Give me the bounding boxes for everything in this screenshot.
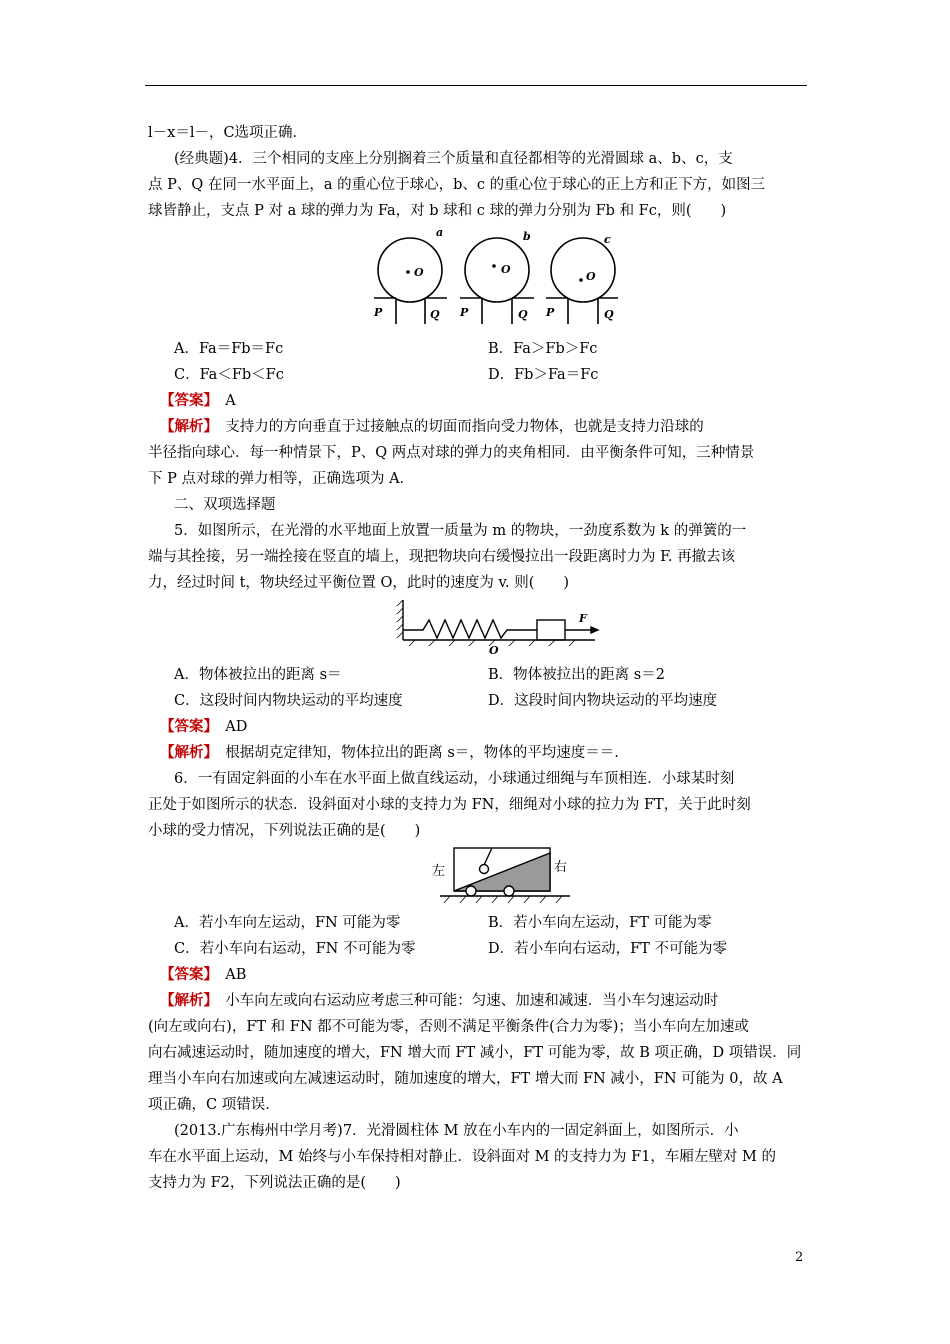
ball-label-b: b bbox=[523, 230, 531, 243]
q5-stem-1: 5．如图所示，在光滑的水平地面上放置一质量为 m 的物块，一劲度系数为 k 的弹簧的一 bbox=[174, 523, 747, 539]
q4-stem-3: 球皆静止，支点 P 对 a 球的弹力为 Fa，对 b 球和 c 球的弹力分别为 Fb 和 Fc，则( ) bbox=[148, 203, 727, 219]
q6-stem-2: 正处于如图所示的状态．设斜面对小球的支持力为 FN，细绳对小球的拉力为 FT，关于此时刻 bbox=[148, 797, 751, 813]
q4-answer bbox=[160, 388, 236, 414]
ball-center-a: O bbox=[414, 266, 424, 279]
q6-answer-value: AB bbox=[225, 967, 247, 983]
q4-explanation-1 bbox=[160, 414, 808, 440]
ball-center-b: O bbox=[501, 263, 511, 276]
q4-explanation-2: 半径指向球心．每一种情景下，P、Q 两点对球的弹力的夹角相同．由平衡条件可知，三种情景 bbox=[148, 445, 755, 461]
q5-option-d: D．这段时间内物块运动的平均速度 bbox=[488, 693, 718, 709]
answer-tag: 【答案】 bbox=[160, 718, 211, 735]
q4-option-c: C．Fa＜Fb＜Fc bbox=[174, 367, 284, 383]
q5-stem-2: 端与其拴接，另一端拴接在竖直的墙上，现把物块向右缓慢拉出一段距离时力为 F. 再撤去该 bbox=[148, 549, 736, 565]
support-p-b: P bbox=[460, 306, 469, 319]
q6-explanation-4: 理当小车向右加速或向左减速运动时，随加速度的增大，FT 增大而 FN 减小，FN 可能为 0，故 A bbox=[148, 1071, 783, 1087]
header-rule bbox=[145, 85, 807, 86]
ball-label-a: a bbox=[436, 228, 444, 239]
q5-option-a: A．物体被拉出的距离 s＝ bbox=[174, 667, 342, 683]
q5-explanation bbox=[160, 740, 808, 766]
q5-answer bbox=[160, 714, 247, 740]
spring-origin-label: O bbox=[489, 644, 499, 654]
q6-answer bbox=[160, 962, 246, 988]
q6-option-a: A．若小车向左运动，FN 可能为零 bbox=[174, 915, 401, 931]
section-heading: 二、双项选择题 bbox=[174, 497, 276, 513]
q4-option-a: A．Fa＝Fb＝Fc bbox=[174, 341, 284, 357]
q6-explanation-3: 向右减速运动时，随加速度的增大，FN 增大而 FT 减小，FT 可能为零，故 B 项正确，D 项错误．同 bbox=[148, 1045, 802, 1061]
page-number: 2 bbox=[795, 1250, 804, 1265]
q4-explanation-3: 下 P 点对球的弹力相等，正确选项为 A． bbox=[148, 471, 415, 487]
q6-option-d: D．若小车向右运动，FT 不可能为零 bbox=[488, 941, 727, 957]
q6-option-b: B．若小车向左运动，FT 可能为零 bbox=[488, 915, 712, 931]
q4-answer-value: A bbox=[225, 393, 236, 409]
q6-stem-3: 小球的受力情况，下列说法正确的是( ) bbox=[148, 823, 421, 839]
q6-option-c: C．若小车向右运动，FN 不可能为零 bbox=[174, 941, 416, 957]
answer-tag: 【答案】 bbox=[160, 966, 211, 983]
support-q-b: Q bbox=[518, 308, 528, 321]
cart-left-label: 左 bbox=[432, 864, 446, 879]
q6-stem-1: 6．一有固定斜面的小车在水平面上做直线运动，小球通过细绳与车顶相连．小球某时刻 bbox=[174, 771, 735, 787]
q7-stem-2: 车在水平面上运动，M 始终与小车保持相对静止．设斜面对 M 的支持力为 F1，车厢左壁对 M 的 bbox=[148, 1149, 776, 1165]
q6-explanation-text-1: 小车向左或向右运动应考虑三种可能：匀速、加速和减速．当小车匀速运动时 bbox=[225, 993, 719, 1009]
cart-right-label: 右 bbox=[554, 860, 568, 875]
explanation-tag: 【解析】 bbox=[160, 744, 211, 761]
q6-explanation-5: 项正确，C 项错误． bbox=[148, 1097, 280, 1113]
q5-stem-3: 力，经过时间 t，物块经过平衡位置 O，此时的速度为 v. 则( ) bbox=[148, 575, 570, 591]
q4-explanation-text-1: 支持力的方向垂直于过接触点的切面而指向受力物体，也就是支持力沿球的 bbox=[225, 419, 704, 435]
ball-center-c: O bbox=[586, 270, 596, 283]
support-p-a: P bbox=[374, 306, 383, 319]
figure-spring-block bbox=[395, 598, 605, 654]
q4-option-d: D．Fb＞Fa＝Fc bbox=[488, 367, 599, 383]
q4-stem-1: (经典题)4．三个相同的支座上分别搁着三个质量和直径都相等的光滑圆球 a、b、c，支 bbox=[174, 151, 733, 167]
q5-option-b: B．物体被拉出的距离 s＝2 bbox=[488, 667, 665, 683]
figure-cart-incline bbox=[420, 845, 570, 911]
q6-explanation-2: (向左或向右)，FT 和 FN 都不可能为零，否则不满足平衡条件(合力为零)；当小车向左加速或 bbox=[148, 1019, 749, 1035]
support-p-c: P bbox=[546, 306, 555, 319]
line-carryover: l－x＝l－，C选项正确． bbox=[148, 125, 308, 141]
support-q-c: Q bbox=[604, 308, 614, 321]
explanation-tag: 【解析】 bbox=[160, 418, 211, 435]
figure-three-balls bbox=[368, 228, 618, 328]
explanation-tag: 【解析】 bbox=[160, 992, 211, 1009]
answer-tag: 【答案】 bbox=[160, 392, 211, 409]
q7-stem-1: (2013.广东梅州中学月考)7．光滑圆柱体 M 放在小车内的一固定斜面上，如图所示．小 bbox=[174, 1123, 739, 1139]
spring-force-label: F bbox=[579, 612, 587, 625]
q7-stem-3: 支持力为 F2，下列说法正确的是( ) bbox=[148, 1175, 401, 1191]
q4-stem-2: 点 P、Q 在同一水平面上，a 的重心位于球心，b、c 的重心位于球心的正上方和正下方，如图三 bbox=[148, 177, 766, 193]
q5-explanation-text: 根据胡克定律知，物体拉出的距离 s＝，物体的平均速度＝＝. bbox=[225, 745, 619, 761]
support-q-a: Q bbox=[430, 308, 440, 321]
q5-answer-value: AD bbox=[225, 719, 248, 735]
q4-option-b: B．Fa＞Fb＞Fc bbox=[488, 341, 598, 357]
q5-option-c: C．这段时间内物块运动的平均速度 bbox=[174, 693, 403, 709]
ball-label-c: c bbox=[604, 233, 611, 246]
q6-explanation-1 bbox=[160, 988, 808, 1014]
